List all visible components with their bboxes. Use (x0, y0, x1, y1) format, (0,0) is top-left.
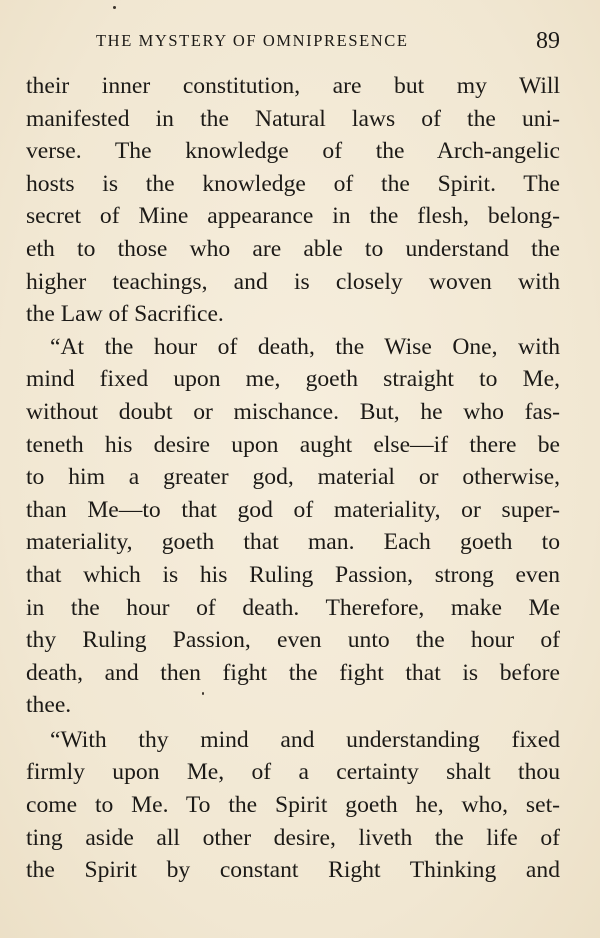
text-line: mind fixed upon me, goeth straight to Me, (26, 366, 560, 393)
running-title: THE MYSTERY OF OMNIPRESENCE (96, 31, 409, 50)
text-line: in the hour of death. Therefore, make Me (26, 594, 560, 621)
text-line: their inner constitution, are but my Will (26, 73, 560, 99)
text-line: to him a greater god, material or otherwise, (26, 464, 560, 491)
text-line: ting aside all other desire, liveth the life of (26, 824, 560, 851)
text-line: higher teachings, and is closely woven with (26, 268, 560, 295)
text-line: manifested in the Natural laws of the uni- (26, 105, 560, 132)
text-line: that which is his Ruling Passion, strong even (26, 561, 560, 588)
text-line: secret of Mine appearance in the flesh, belong- (26, 203, 560, 230)
paragraph (26, 724, 560, 887)
text-line: firmly upon Me, of a certainty shalt thou (26, 759, 560, 786)
text-line: “At the hour of death, the Wise One, with (50, 333, 560, 360)
text-line: “With thy mind and understanding fixed (50, 726, 560, 753)
running-head (26, 28, 560, 58)
text-line: materiality, goeth that man. Each goeth to (26, 529, 560, 556)
text-line: verse. The knowledge of the Arch-angelic (26, 138, 560, 165)
ink-speck (113, 6, 116, 9)
text-line: come to Me. To the Spirit goeth he, who, set- (26, 792, 560, 819)
text-line: than Me—to that god of materiality, or super- (26, 496, 560, 523)
text-line: thy Ruling Passion, even unto the hour of (26, 627, 560, 654)
text-line: teneth his desire upon aught else—if there be (26, 431, 560, 458)
paragraph (26, 70, 560, 331)
page-number: 89 (536, 28, 560, 54)
text-line: the Law of Sacrifice. (26, 301, 224, 328)
text-line: the Spirit by constant Right Thinking and (26, 857, 560, 884)
text-line: thee. (26, 692, 72, 719)
body-text (26, 70, 560, 887)
paragraph (26, 331, 560, 722)
text-line: hosts is the knowledge of the Spirit. The (26, 170, 560, 197)
text-line: eth to those who are able to understand the (26, 235, 560, 262)
text-line: without doubt or mischance. But, he who fas- (26, 398, 560, 425)
text-line: death, and then fight the fight that is before (26, 659, 560, 686)
